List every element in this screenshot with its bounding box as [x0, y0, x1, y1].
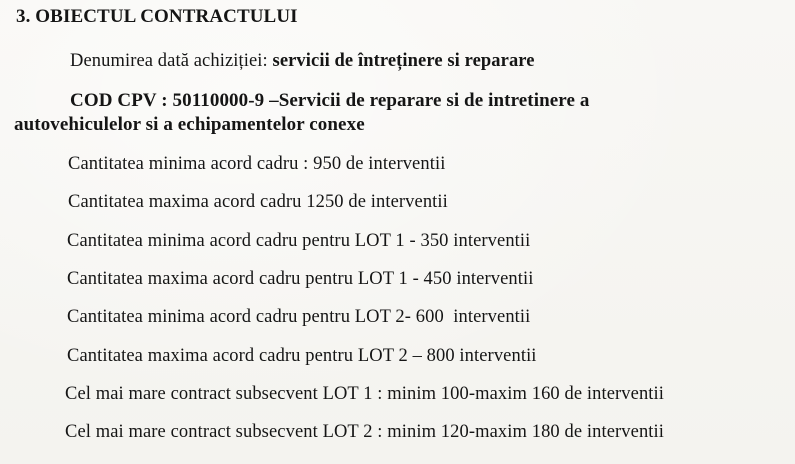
- cpv-code-line-1: COD CPV : 50110000-9 –Servicii de reparare si de intretinere a: [70, 90, 590, 111]
- section-heading: 3. OBIECTUL CONTRACTULUI: [16, 6, 298, 27]
- subsequent-contract-line: Cel mai mare contract subsecvent LOT 1 : minim 100-maxim 160 de interventii: [65, 384, 665, 404]
- description-value: servicii de întreținere si reparare: [272, 51, 535, 71]
- quantity-line: Cantitatea minima acord cadru pentru LOT 2- 600 interventii: [67, 307, 531, 327]
- description-label: Denumirea dată achiziției:: [70, 51, 268, 71]
- description-line: [70, 50, 535, 72]
- quantity-line: Cantitatea maxima acord cadru 1250 de interventii: [68, 192, 448, 212]
- quantity-line: Cantitatea maxima acord cadru pentru LOT 1 - 450 interventii: [67, 269, 534, 289]
- quantity-line: Cantitatea minima acord cadru : 950 de interventii: [68, 154, 446, 174]
- quantity-line: Cantitatea minima acord cadru pentru LOT 1 - 350 interventii: [67, 231, 531, 251]
- quantity-line: Cantitatea maxima acord cadru pentru LOT 2 – 800 interventii: [67, 346, 537, 366]
- cpv-code-line-2: autovehiculelor si a echipamentelor conexe: [14, 114, 365, 135]
- subsequent-contract-line: Cel mai mare contract subsecvent LOT 2 : minim 120-maxim 180 de interventii: [65, 422, 665, 442]
